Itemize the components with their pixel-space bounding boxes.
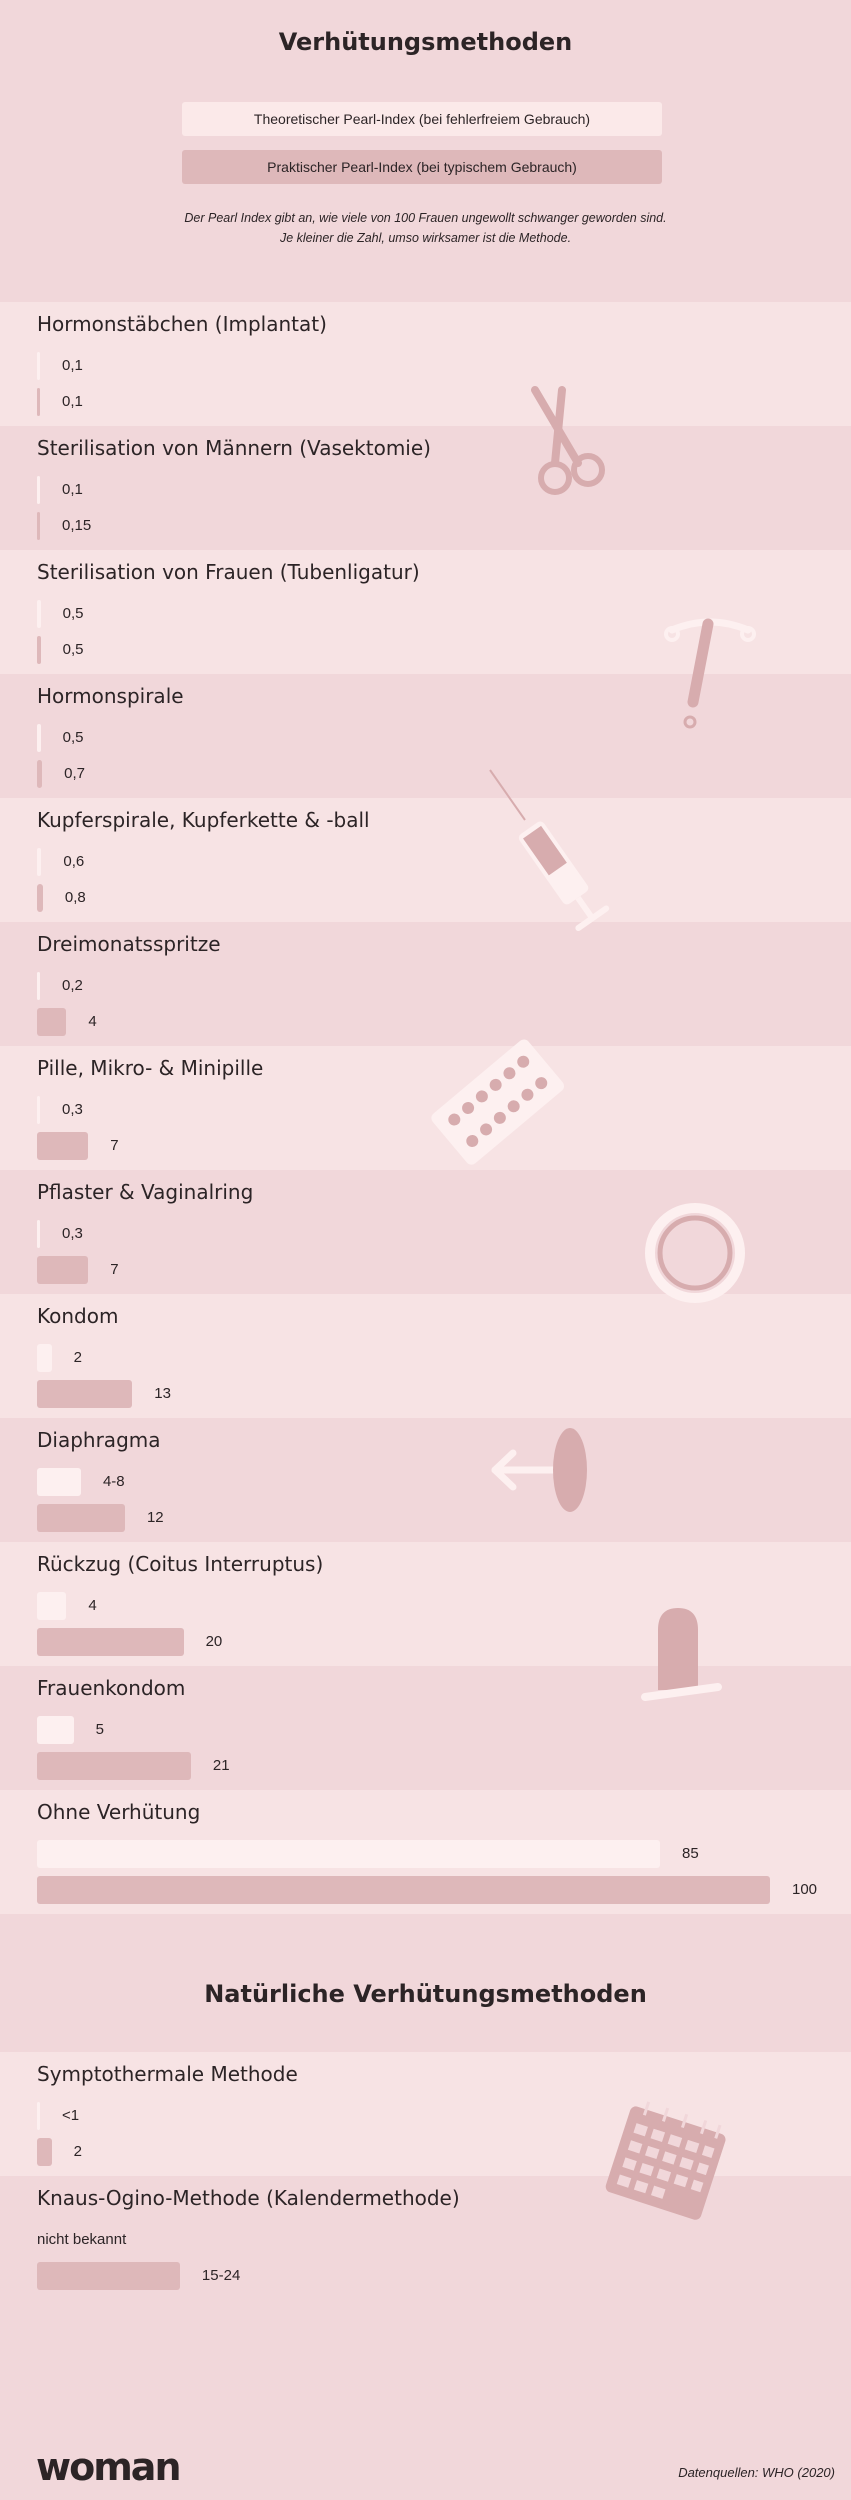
theoretical-value-label: <1 <box>62 2107 80 2124</box>
practical-bar <box>37 1752 191 1780</box>
theoretical-value-label: 2 <box>73 1349 82 1366</box>
theoretical-value-label: 0,5 <box>62 605 84 622</box>
category-label: Frauenkondom <box>37 1676 186 1700</box>
chart-row <box>0 1418 851 1542</box>
theoretical-value-label: 4-8 <box>102 1473 125 1490</box>
practical-value-label: 13 <box>154 1385 171 1402</box>
practical-bar <box>37 1132 88 1160</box>
section-title-natural: Natürliche Verhütungsmethoden <box>204 1980 647 2008</box>
practical-bar <box>37 760 42 788</box>
practical-value-label: 20 <box>205 1633 223 1650</box>
category-label: Hormonstäbchen (Implantat) <box>37 312 327 336</box>
category-label: Dreimonatsspritze <box>37 932 221 956</box>
practical-bar <box>37 1876 770 1904</box>
chart-row <box>0 426 851 550</box>
theoretical-bar <box>37 1592 66 1620</box>
theoretical-bar <box>37 2102 40 2130</box>
theoretical-bar <box>37 600 41 628</box>
condom-icon <box>640 1605 730 1715</box>
category-label: Hormonspirale <box>37 684 184 708</box>
theoretical-bar <box>37 1220 40 1248</box>
practical-value-label: 0,15 <box>62 517 92 534</box>
category-label: Kupferspirale, Kupferkette & -ball <box>37 808 370 832</box>
syringe-icon <box>485 765 625 945</box>
practical-bar <box>37 2262 180 2290</box>
theoretical-bar <box>37 848 41 876</box>
iud-icon <box>660 612 760 737</box>
practical-bar <box>37 1504 125 1532</box>
practical-value-label: 100 <box>792 1881 818 1898</box>
theoretical-value-label: 0,3 <box>62 1101 83 1118</box>
theoretical-value-label: 0,6 <box>63 853 85 870</box>
theoretical-bar <box>37 1096 40 1124</box>
practical-bar <box>37 636 41 664</box>
practical-value-label: 0,8 <box>64 889 86 906</box>
practical-value-label: 2 <box>73 2143 82 2160</box>
practical-bar <box>37 1628 184 1656</box>
theoretical-value-label: 0,1 <box>62 481 83 498</box>
chart-row <box>0 302 851 426</box>
theoretical-value-label: 0,1 <box>62 357 83 374</box>
category-label: Knaus-Ogino-Methode (Kalendermethode) <box>37 2186 460 2210</box>
practical-value-label: 15-24 <box>201 2267 241 2284</box>
theoretical-bar <box>37 352 40 380</box>
chart-row <box>0 922 851 1046</box>
practical-bar <box>37 884 43 912</box>
theoretical-value-label: 0,2 <box>62 977 83 994</box>
practical-bar <box>37 1256 88 1284</box>
explanation-note <box>0 208 851 248</box>
note-line-1: Der Pearl Index gibt an, wie viele von 100 Frauen ungewollt schwanger geworden sind. <box>184 211 667 225</box>
practical-value-label: 0,5 <box>62 641 84 658</box>
practical-value-label: 7 <box>110 1137 119 1154</box>
chart-row <box>0 1790 851 1914</box>
note-line-2: Je kleiner die Zahl, umso wirksamer ist die Methode. <box>279 231 572 245</box>
practical-value-label: 0,1 <box>62 393 83 410</box>
theoretical-value-label: 4 <box>88 1597 97 1614</box>
category-label: Pflaster & Vaginalring <box>37 1180 254 1204</box>
legend-practical: Praktischer Pearl-Index (bei typischem Gebrauch) <box>182 150 662 184</box>
theoretical-value-label: 85 <box>682 1845 699 1862</box>
practical-bar <box>37 1380 132 1408</box>
diaphragm-icon <box>485 1425 595 1515</box>
vaginal-ring-icon <box>640 1198 750 1308</box>
theoretical-bar <box>37 1344 52 1372</box>
theoretical-bar <box>37 1716 74 1744</box>
theoretical-value-label: 0,3 <box>62 1225 83 1242</box>
practical-value-label: 7 <box>110 1261 119 1278</box>
category-label: Diaphragma <box>37 1428 161 1452</box>
practical-bar <box>37 2138 52 2166</box>
page-title: Verhütungsmethoden <box>278 28 573 56</box>
theoretical-value-label: 5 <box>95 1721 104 1738</box>
category-label: Sterilisation von Männern (Vasektomie) <box>37 436 431 460</box>
category-label: Pille, Mikro- & Minipille <box>37 1056 264 1080</box>
pill-pack-icon <box>425 1030 570 1175</box>
theoretical-bar <box>37 724 41 752</box>
theoretical-bar <box>37 1840 660 1868</box>
legend-theoretical: Theoretischer Pearl-Index (bei fehlerfreiem Gebrauch) <box>182 102 662 136</box>
category-label: Symptothermale Methode <box>37 2062 298 2086</box>
theoretical-value-label: 0,5 <box>62 729 84 746</box>
practical-bar <box>37 512 40 540</box>
practical-value-label: 4 <box>88 1013 97 1030</box>
theoretical-value-label: nicht bekannt <box>37 2231 127 2248</box>
woman-logo: woman <box>36 2445 180 2489</box>
scissors-icon <box>520 385 620 500</box>
chart-row <box>0 1294 851 1418</box>
practical-value-label: 12 <box>146 1509 164 1526</box>
category-label: Sterilisation von Frauen (Tubenligatur) <box>37 560 420 584</box>
practical-value-label: 0,7 <box>64 765 85 782</box>
practical-value-label: 21 <box>212 1757 230 1774</box>
practical-bar <box>37 388 40 416</box>
category-label: Rückzug (Coitus Interruptus) <box>37 1552 324 1576</box>
practical-bar <box>37 1008 66 1036</box>
category-label: Ohne Verhütung <box>37 1800 201 1824</box>
category-label: Kondom <box>37 1304 119 1328</box>
chart-row <box>0 798 851 922</box>
theoretical-bar <box>37 1468 81 1496</box>
theoretical-bar <box>37 972 40 1000</box>
theoretical-bar <box>37 476 40 504</box>
data-source: Datenquellen: WHO (2020) <box>678 2465 835 2480</box>
calendar-icon <box>595 2100 735 2230</box>
